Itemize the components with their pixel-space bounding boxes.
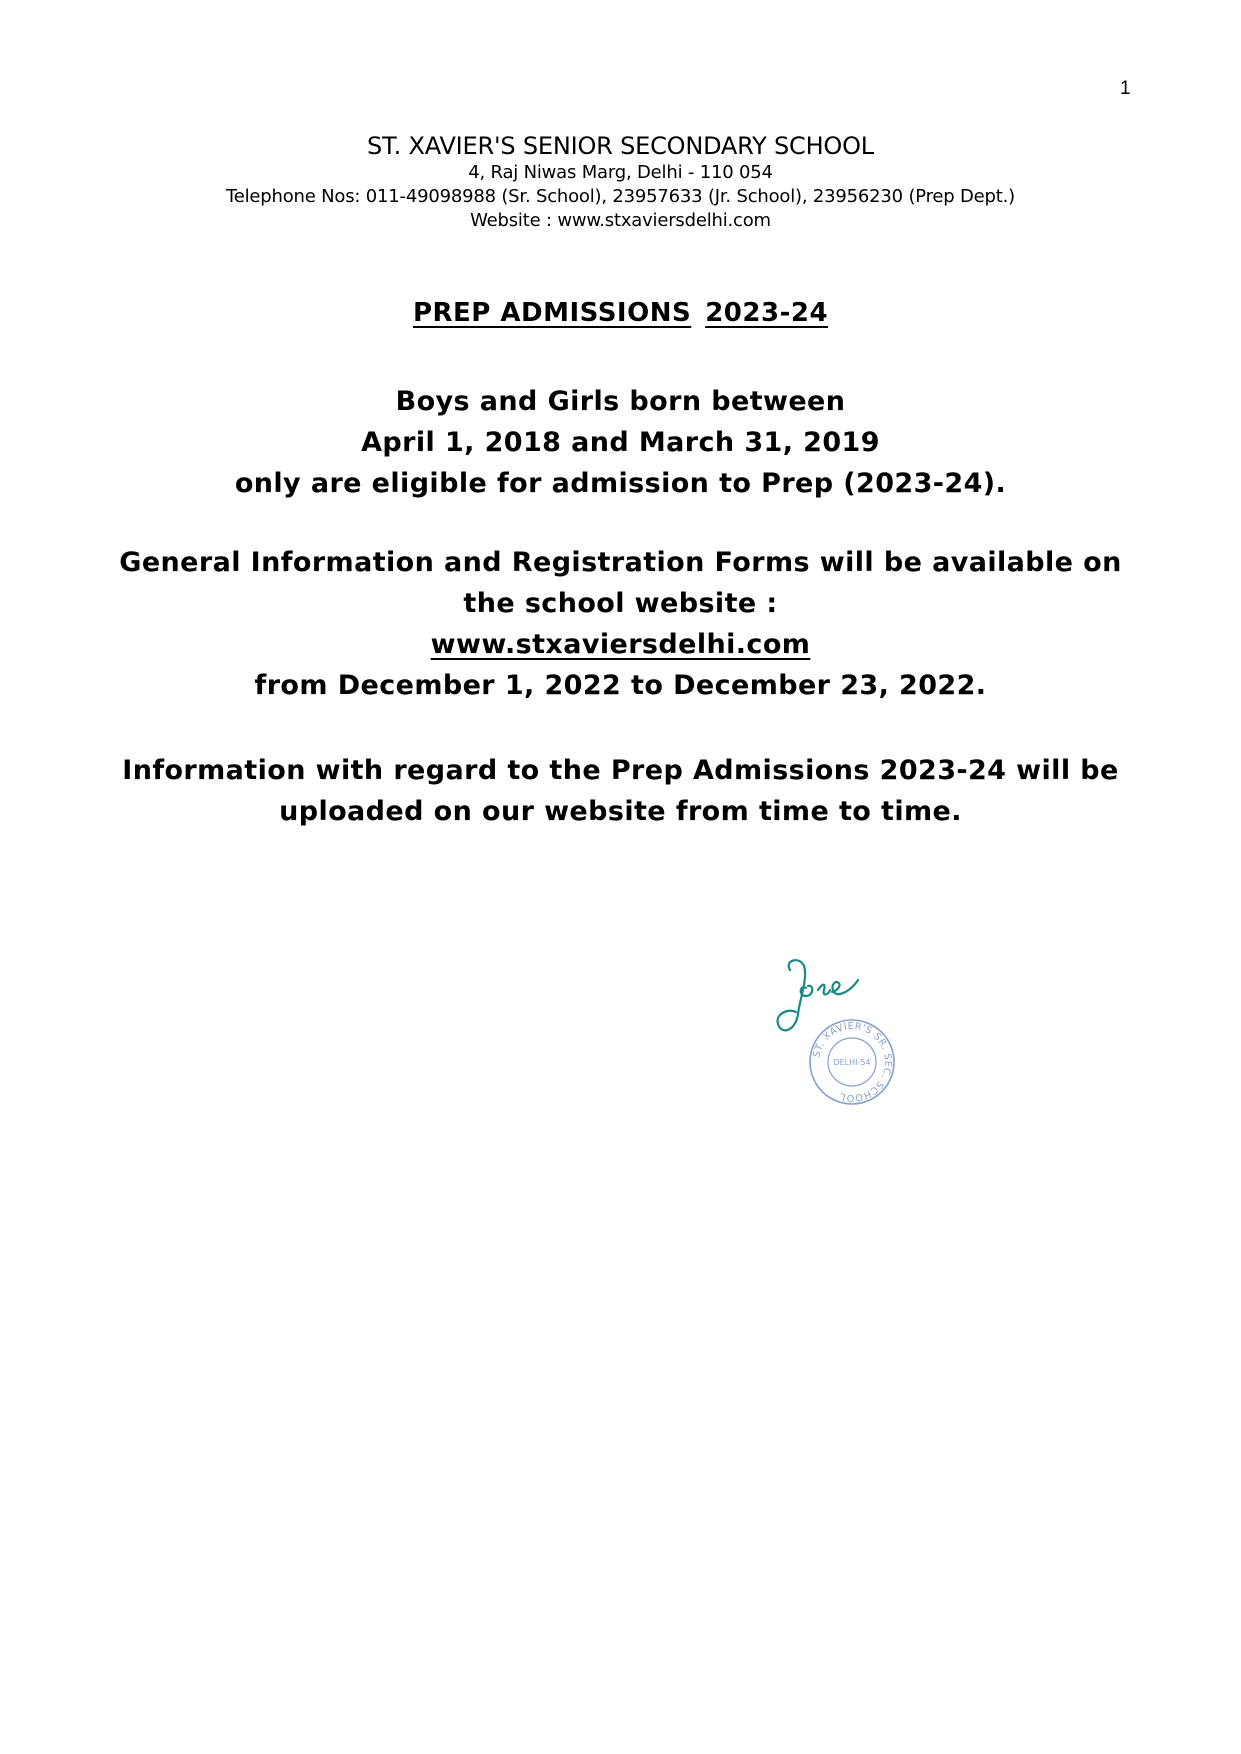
eligibility-line-1: Boys and Girls born between (395, 386, 846, 417)
eligibility-line-3: only are eligible for admission to Prep (2023-24). (234, 468, 1007, 499)
page-title (0, 297, 1241, 329)
school-address: 4, Raj Niwas Marg, Delhi - 110 054 (468, 162, 773, 183)
eligibility-notice (0, 381, 1241, 504)
website-line: Website : www.stxaviersdelhi.com (470, 210, 771, 231)
seal-ring-text: ST. XAVIER'S SR. SEC. SCHOOL (811, 1020, 894, 1104)
forms-line-2: the school website : (463, 588, 778, 619)
forms-notice (0, 542, 1241, 706)
eligibility-line-2: April 1, 2018 and March 31, 2019 (361, 427, 880, 458)
forms-line-4: from December 1, 2022 to December 23, 2022. (254, 670, 987, 701)
letterhead (0, 131, 1241, 233)
title-text: PREP ADMISSIONS (412, 298, 692, 328)
info-line-1: Information with regard to the Prep Admissions 2023-24 will be (122, 755, 1119, 786)
school-name: ST. XAVIER'S SENIOR SECONDARY SCHOOL (367, 132, 874, 160)
website-link[interactable]: www.stxaviersdelhi.com (430, 629, 811, 660)
signature-seal-graphic (770, 950, 920, 1110)
school-seal (810, 1020, 894, 1104)
seal-center-text: DELHI-54 (833, 1058, 871, 1067)
forms-line-1: General Information and Registration Forms will be available on (119, 547, 1122, 578)
page-number: 1 (1120, 78, 1131, 99)
telephone-numbers: Telephone Nos: 011-49098988 (Sr. School), 23957633 (Jr. School), 23956230 (Prep Dept.) (225, 186, 1015, 207)
info-line-2: uploaded on our website from time to time. (279, 796, 962, 827)
title-year: 2023-24 (705, 298, 829, 328)
signature-and-seal (770, 950, 920, 1110)
information-notice (0, 750, 1241, 832)
